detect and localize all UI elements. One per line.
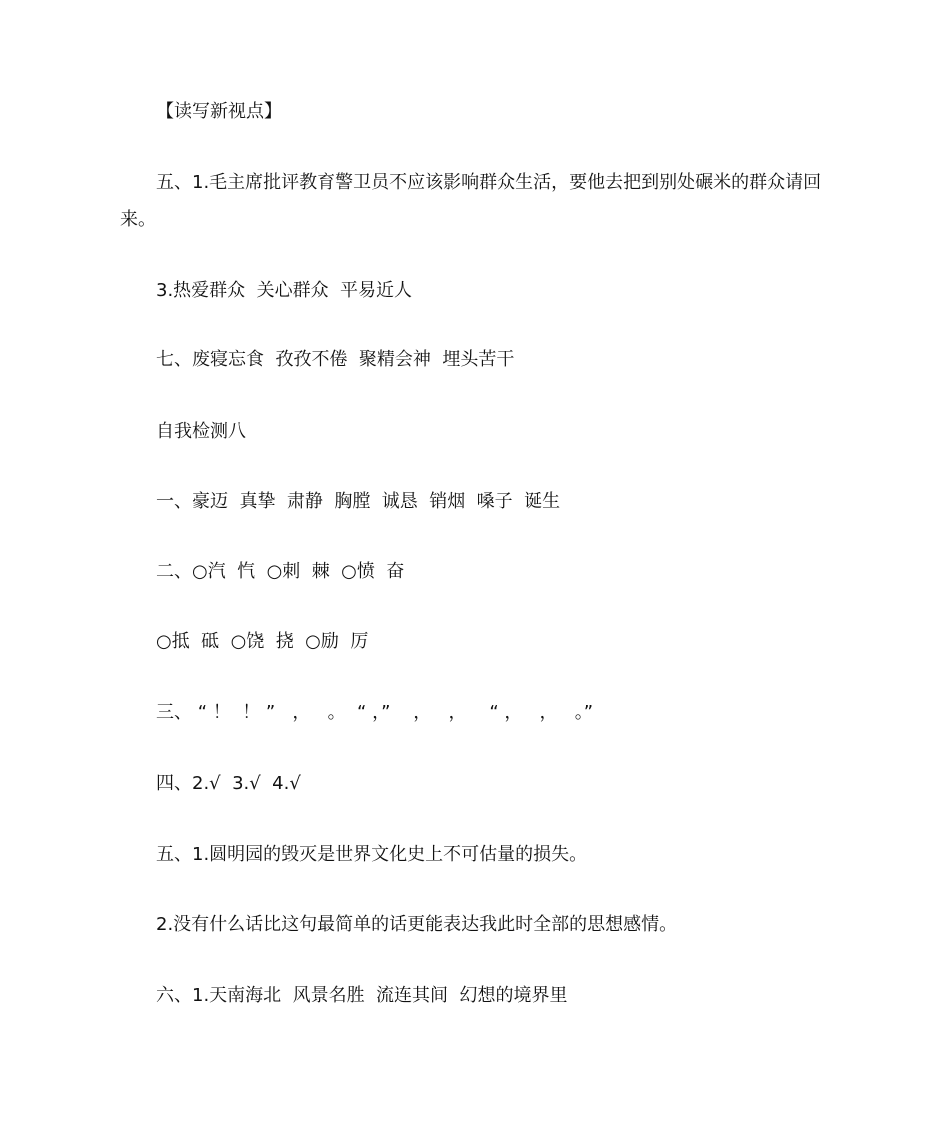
answer-line-2a: 二、○汽 忾 ○刺 棘 ○愤 奋 [156, 561, 405, 582]
answer-line-5-1: 五、1.毛主席批评教育警卫员不应该影响群众生活，要他去把到别处碾米的群众请回 [156, 172, 822, 193]
answer-line-2b: ○抵 砥 ○饶 挠 ○励 厉 [156, 631, 369, 652]
answer-line-4: 四、2.√ 3.√ 4.√ [156, 773, 301, 794]
answer-line-5-1-b: 五、1.圆明园的毁灭是世界文化史上不可估量的损失。 [156, 844, 588, 865]
answer-line-6-1: 六、1.天南海北 风景名胜 流连其间 幻想的境界里 [156, 985, 568, 1006]
answer-line-1: 一、豪迈 真挚 肃静 胸膛 诚恳 销烟 嗓子 诞生 [156, 491, 561, 512]
section-heading-self-test-8: 自我检测八 [156, 421, 246, 442]
answer-line-5-2: 2.没有什么话比这句最简单的话更能表达我此时全部的思想感情。 [156, 914, 678, 935]
answer-line-3: 3.热爱群众 关心群众 平易近人 [156, 280, 413, 301]
answer-line-3-punctuation: 三、 “ ！ ！ ” ， 。 “ ，” ， ， “ ， ， 。” [156, 702, 594, 723]
section-heading-reading-writing: 【读写新视点】 [156, 101, 282, 122]
answer-line-7: 七、废寝忘食 孜孜不倦 聚精会神 埋头苦干 [156, 349, 515, 370]
answer-line-5-1-continued: 来。 [120, 209, 156, 230]
